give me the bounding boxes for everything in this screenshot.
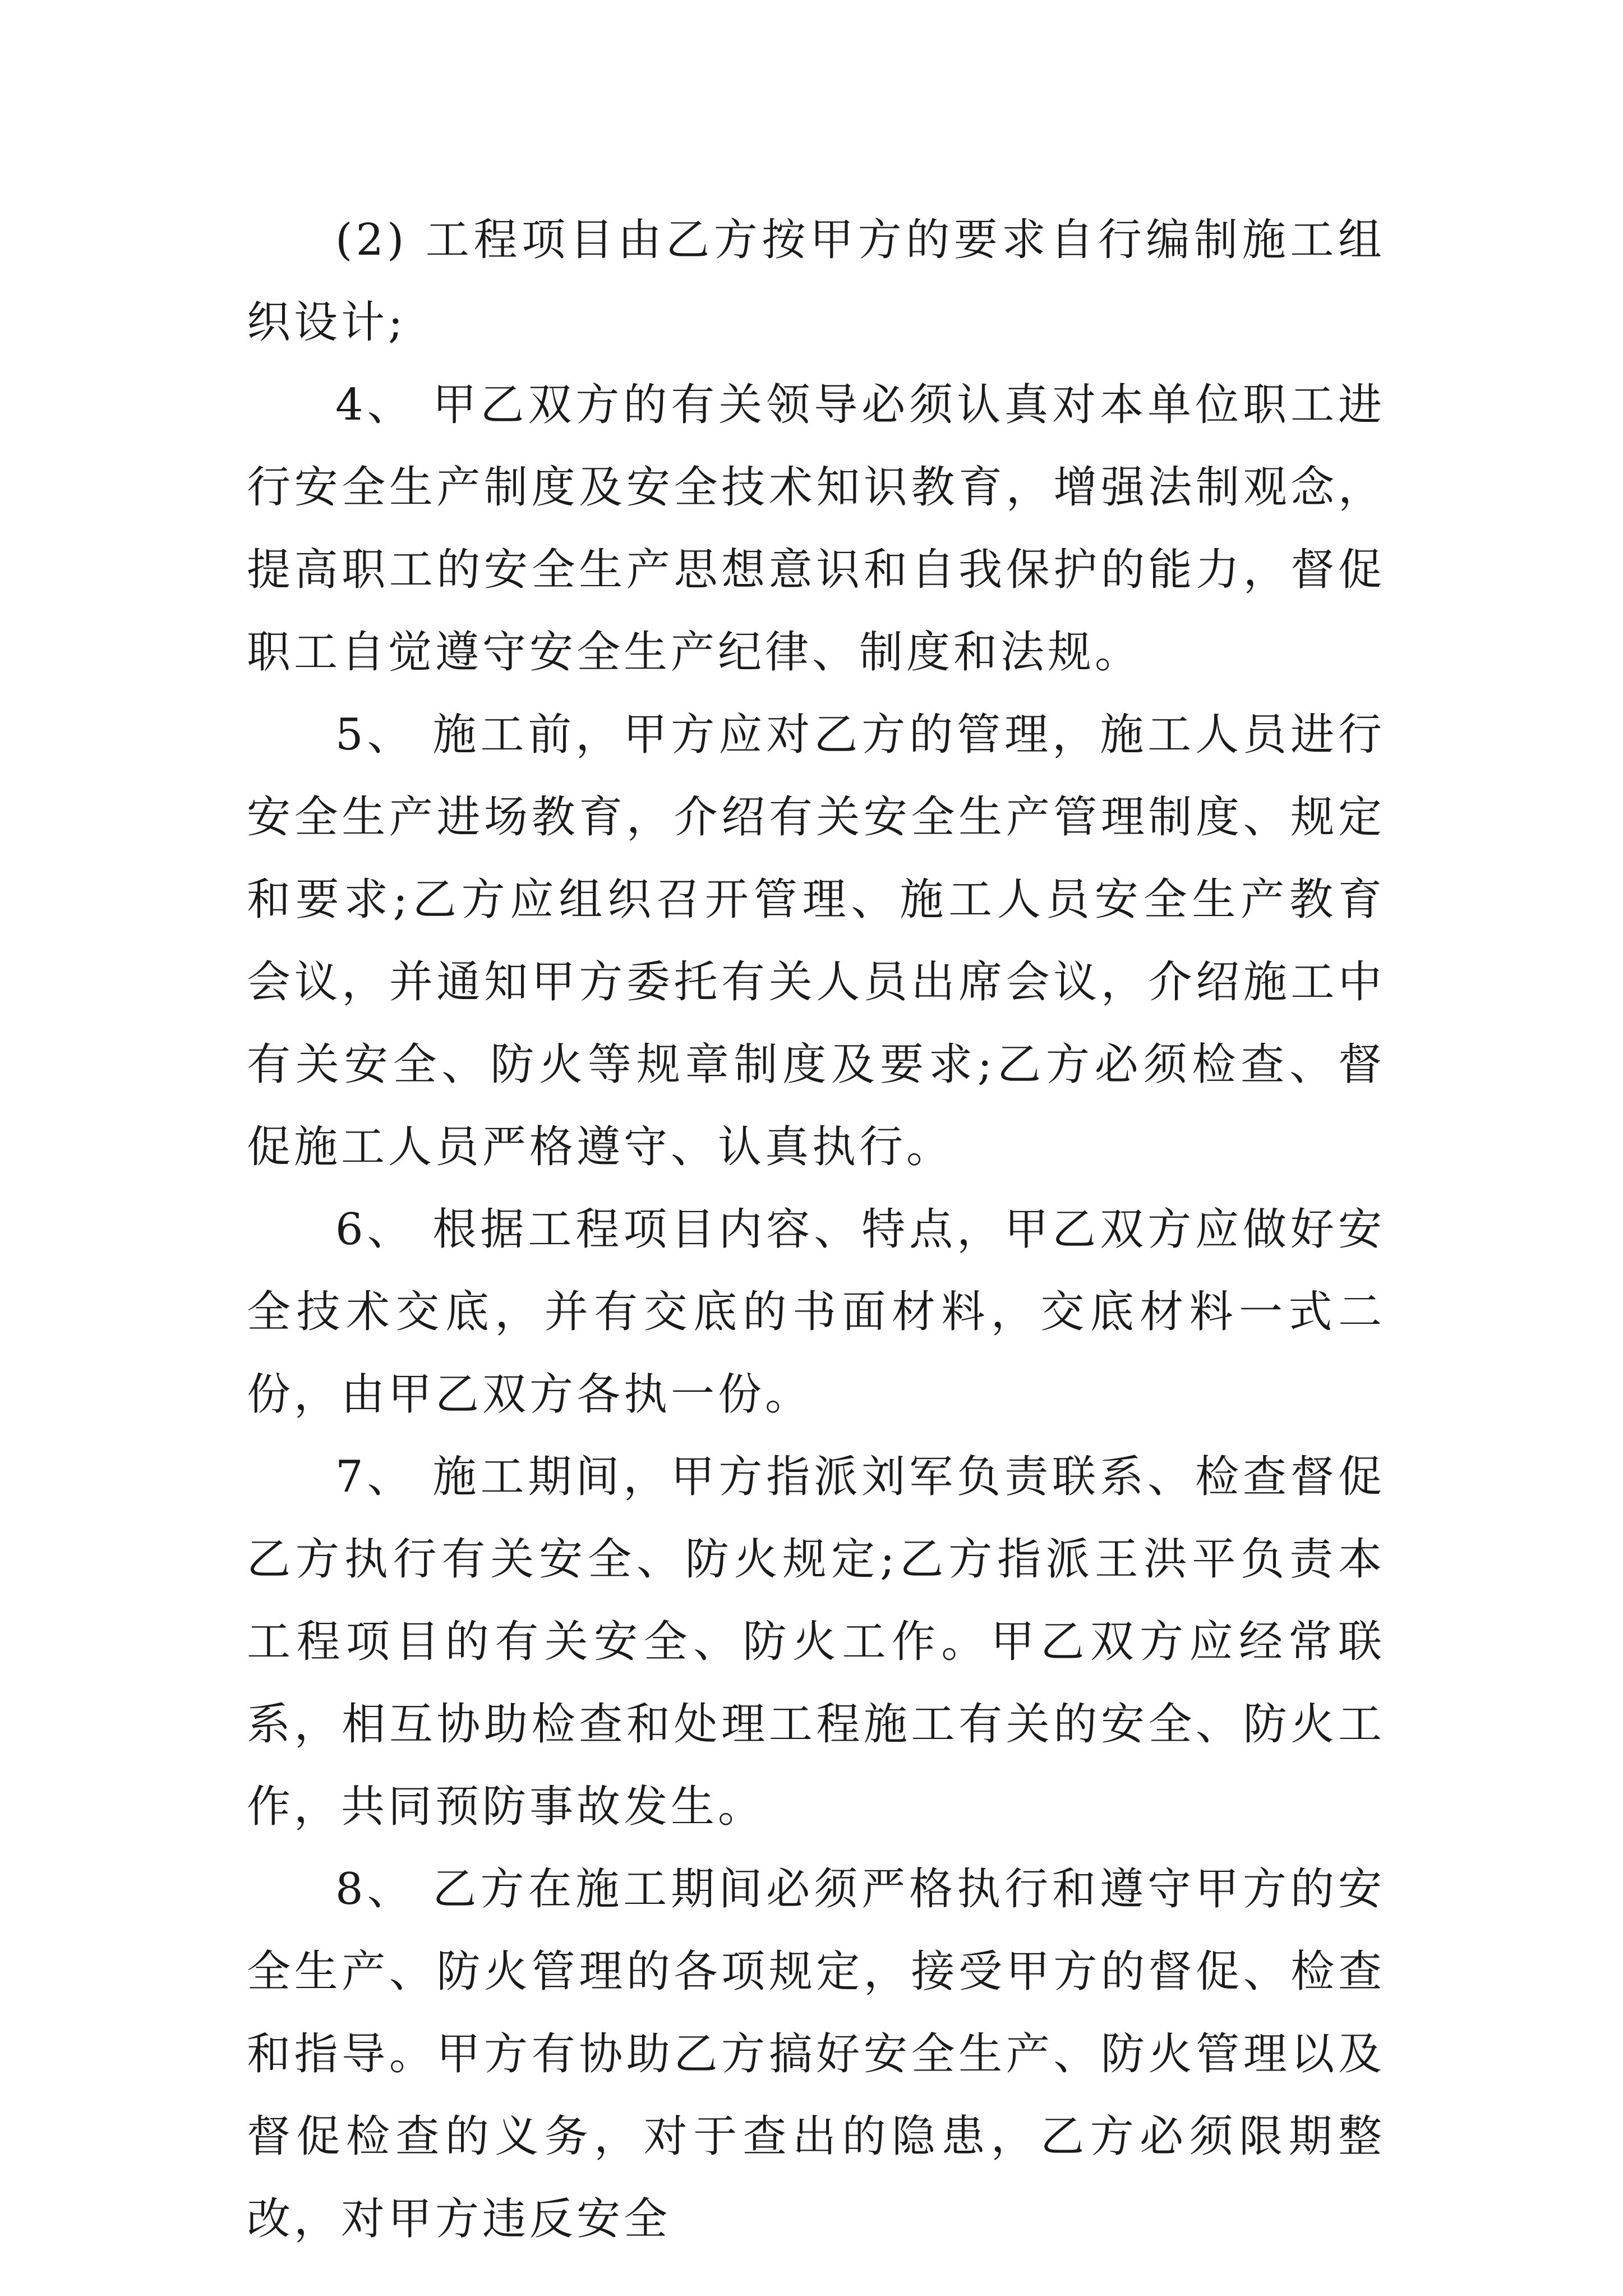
document-page xyxy=(247,199,1385,2261)
paragraph-item-2: (2) 工程项目由乙方按甲方的要求自行编制施工组织设计; xyxy=(247,215,1385,348)
paragraph-clause-4: 4、 甲乙双方的有关领导必须认真对本单位职工进行安全生产制度及安全技术知识教育，增强法制观念，提高职工的安全生产思想意识和自我保护的能力，督促职工自觉遵守安全生产纪律、制度和法规。 xyxy=(247,380,1385,678)
paragraph-clause-6: 6、 根据工程项目内容、特点，甲乙双方应做好安全技术交底，并有交底的书面材料，交底材料一式二份，由甲乙双方各执一份。 xyxy=(247,1204,1385,1420)
paragraph-clause-8: 8、 乙方在施工期间必须严格执行和遵守甲方的安全生产、防火管理的各项规定，接受甲方的督促、检查和指导。甲方有协助乙方搞好安全生产、防火管理以及督促检查的义务，对于查出的隐患，乙方必须限期整改，对甲方违反安全 xyxy=(247,1864,1385,2244)
paragraph-clause-5: 5、 施工前，甲方应对乙方的管理，施工人员进行安全生产进场教育，介绍有关安全生产管理制度、规定和要求;乙方应组织召开管理、施工人员安全生产教育会议，并通知甲方委托有关人员出席会议，介绍施工中有关安全、防火等规章制度及要求;乙方必须检查、督促施工人员严格遵守、认真执行。 xyxy=(247,710,1385,1172)
paragraph-clause-7: 7、 施工期间，甲方指派刘军负责联系、检查督促乙方执行有关安全、防火规定;乙方指派王洪平负责本工程项目的有关安全、防火工作。甲乙双方应经常联系，相互协助检查和处理工程施工有关的安全、防火工作，共同预防事故发生。 xyxy=(247,1452,1385,1832)
